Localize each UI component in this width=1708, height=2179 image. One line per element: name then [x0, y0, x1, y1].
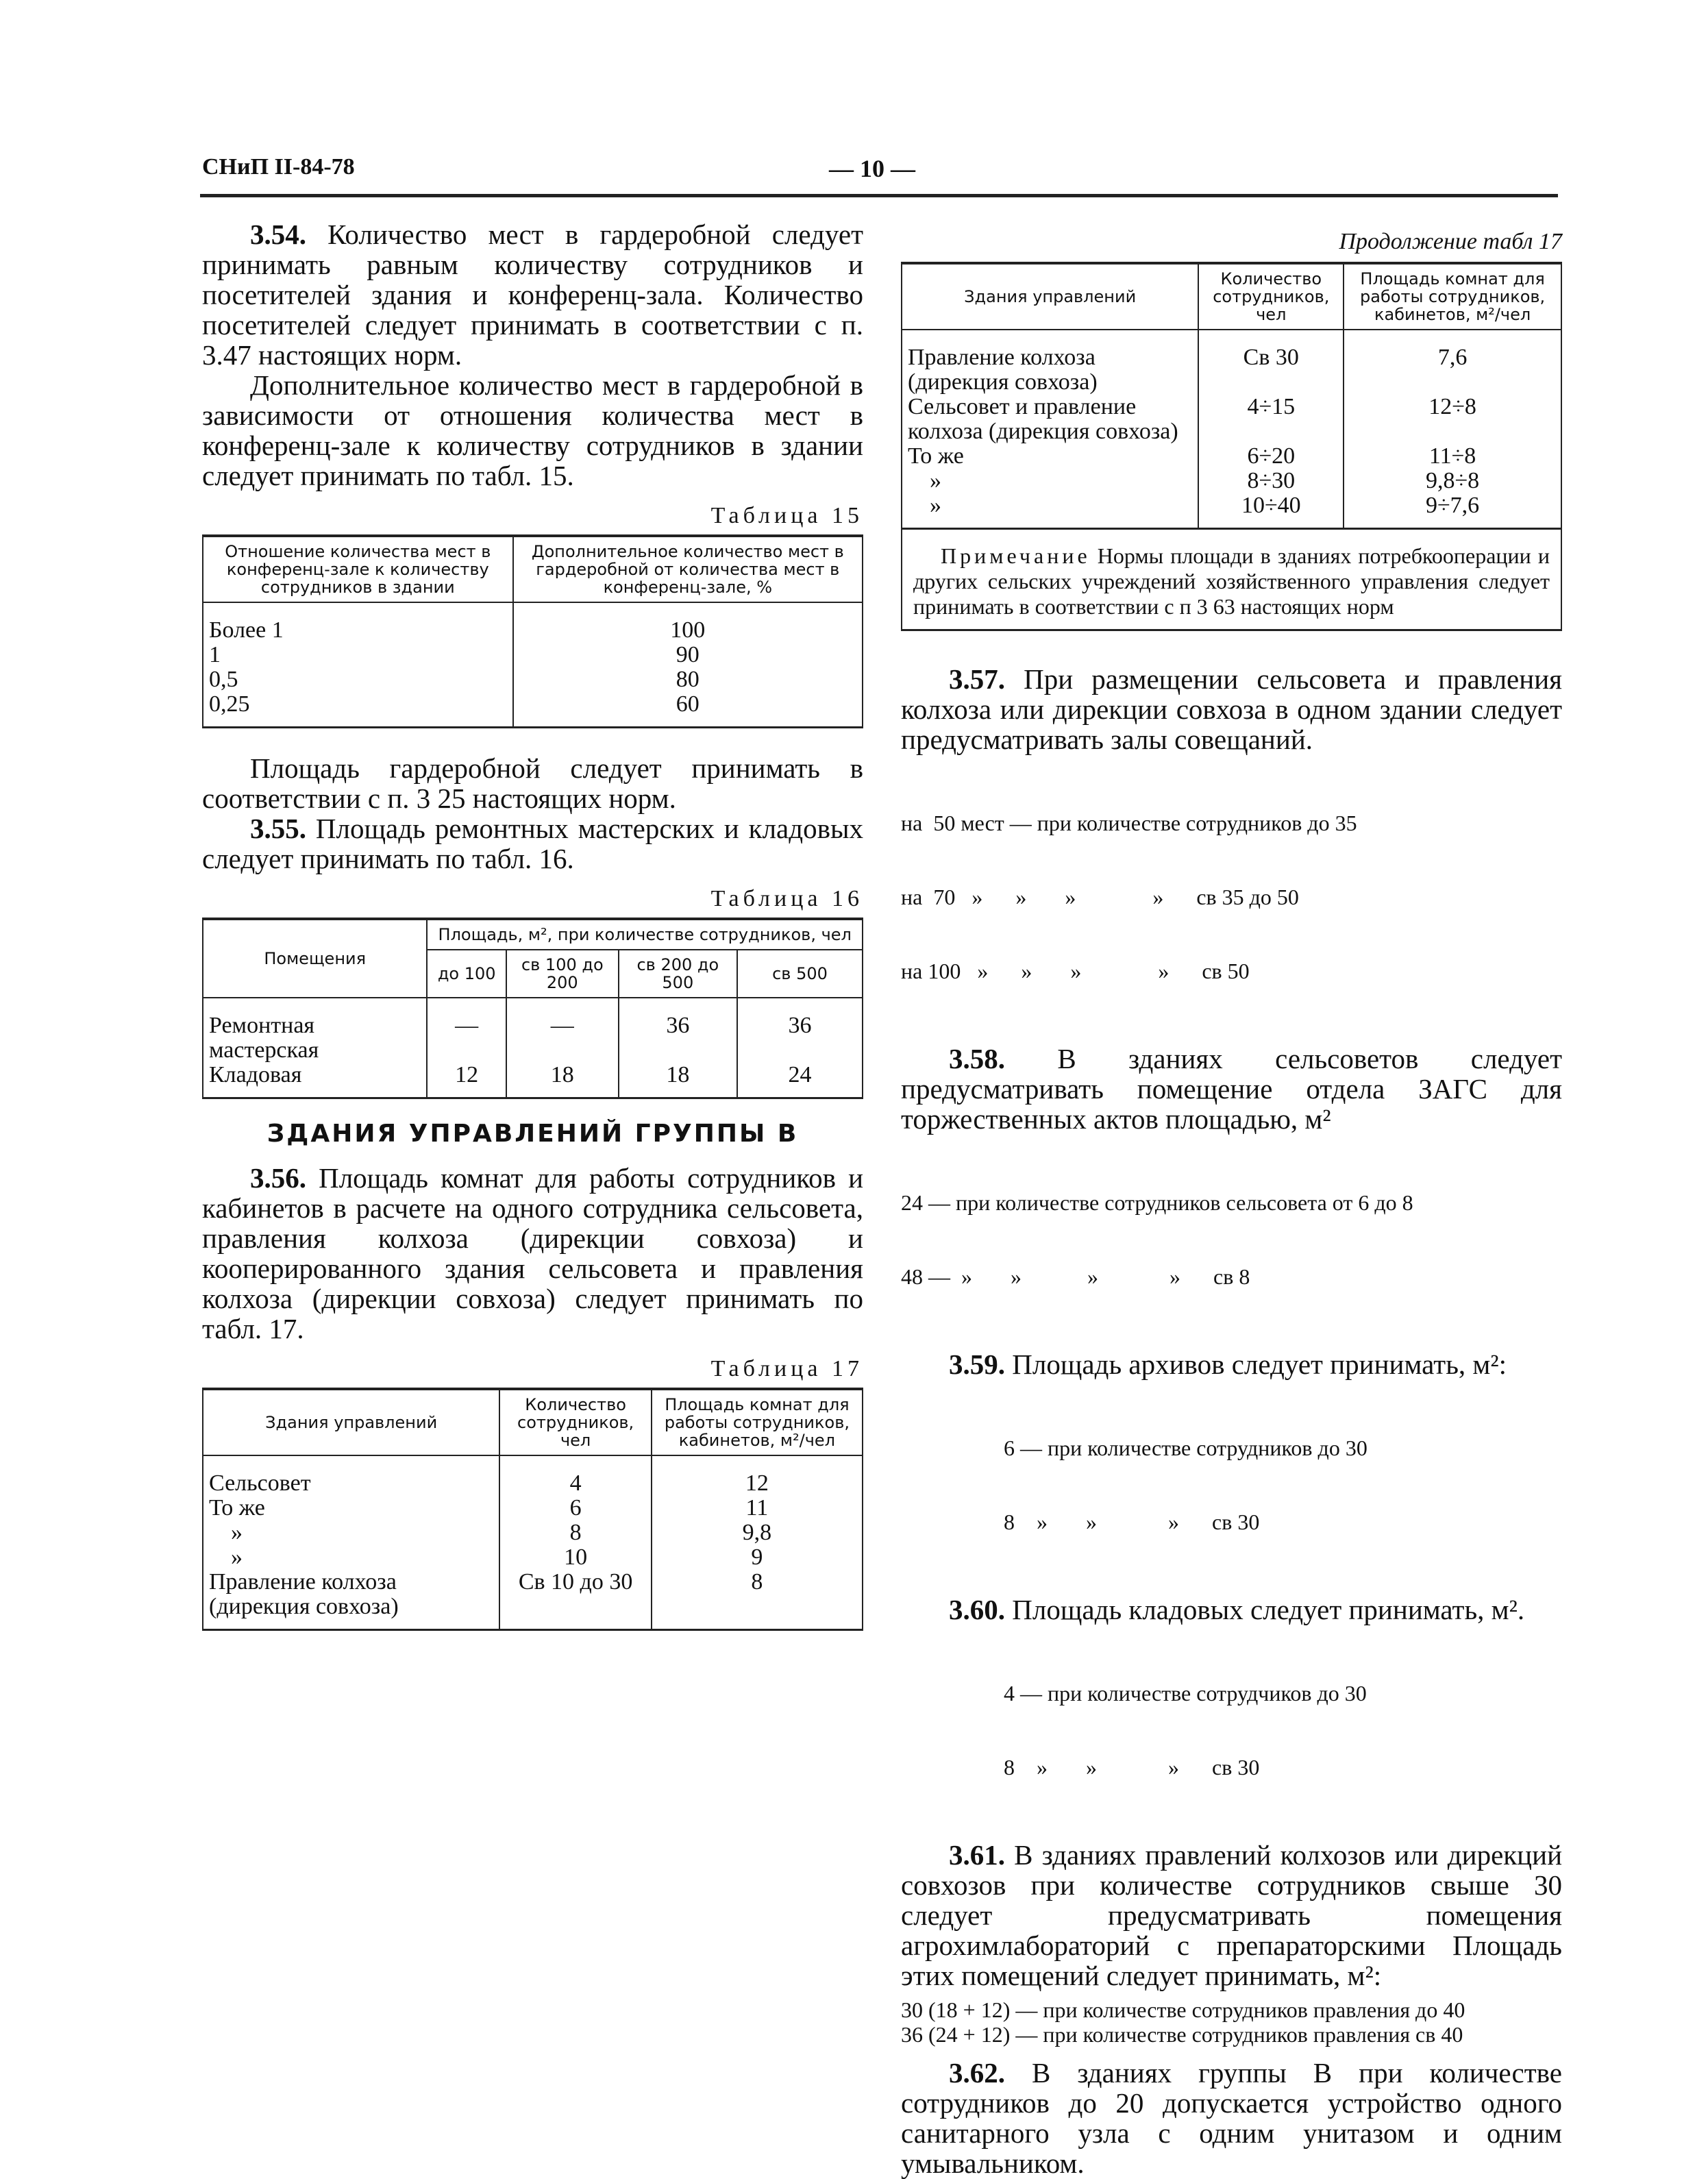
table-row	[203, 1496, 863, 1521]
table-15-caption: Таблица 15	[710, 503, 863, 528]
table-header: Площадь, м², при количестве сотрудников, чел	[427, 919, 863, 950]
list-item: 6 — при количестве сотрудников до 30	[1004, 1436, 1367, 1460]
table-17-continued	[901, 262, 1562, 530]
list-item: 4 — при количестве сотрудчиков до 30	[1004, 1681, 1367, 1706]
list-item: на 70 » » » » св 35 до 50	[901, 885, 1299, 909]
paragraph-3-54-continued	[202, 370, 863, 491]
note-text: Нормы площади в зданиях потребкооперации и других сельских учреждений хозяйственного управления следует принимать в соответствии с п 3 63 настоящих норм	[913, 543, 1550, 619]
table-cell: 12	[427, 1063, 506, 1098]
table-cell: 9	[652, 1545, 863, 1570]
table-cell: 7,6	[1344, 330, 1561, 395]
table-cell: 9,8	[652, 1521, 863, 1545]
list-item: 8 » » » св 30	[1004, 1510, 1260, 1534]
table-cell: 9÷7,6	[1344, 493, 1561, 529]
paragraph-number: 3.56.	[250, 1162, 306, 1194]
paragraph-3-56	[202, 1163, 863, 1344]
table-cell: »	[902, 493, 1198, 529]
table-16	[202, 918, 863, 1099]
paragraph-text: В зданиях сельсоветов следует предусматривать помещение отдела ЗАГС для торжественных актов площадью, м²	[901, 1043, 1563, 1135]
paragraph-3-61	[901, 1840, 1562, 1991]
table-row	[203, 692, 863, 728]
table-cell: 0,25	[203, 692, 513, 728]
list-item: на 100 » » » » св 50	[901, 959, 1250, 983]
table-cell: »	[902, 469, 1198, 493]
table-cell: Сельсовет и правление колхоза (дирекция совхоза)	[902, 395, 1198, 444]
table-cell: 10÷40	[1198, 493, 1344, 529]
paragraph-3-57	[901, 664, 1562, 754]
header-rule	[200, 194, 1558, 197]
table-row	[902, 330, 1561, 395]
list-3-61	[901, 1997, 1562, 2047]
table-header: Количество сотрудников, чел	[1198, 263, 1344, 330]
table-header: Дополнительное количество мест в гардеробной от количества мест в конференц-зале, %	[513, 536, 863, 602]
table-cell: Правление колхоза (дирекция совхоза)	[203, 1570, 499, 1630]
table-cell: 8÷30	[1198, 469, 1344, 493]
table-cell: То же	[203, 1496, 499, 1521]
table-17-caption: Таблица 17	[710, 1356, 863, 1381]
table-note	[901, 530, 1562, 631]
paragraph-3-60	[901, 1595, 1562, 1625]
table-cell: Правление колхоза (дирекция совхоза)	[902, 330, 1198, 395]
table-cell: Кладовая	[203, 1063, 427, 1098]
table-cell: »	[203, 1545, 499, 1570]
table-row	[203, 998, 863, 1063]
table-cell: Более 1	[203, 602, 513, 643]
paragraph-number: 3.59.	[949, 1349, 1005, 1380]
table-row	[203, 1063, 863, 1098]
table-cell: 1	[203, 643, 513, 667]
table-row	[203, 602, 863, 643]
table-header: Здания управлений	[203, 1389, 499, 1455]
table-cell: »	[203, 1521, 499, 1545]
list-item: 8 » » » св 30	[1004, 1755, 1260, 1780]
table-cell: 11÷8	[1344, 444, 1561, 469]
table-cell: 11	[652, 1496, 863, 1521]
table-header: Помещения	[203, 919, 427, 998]
list-3-60	[901, 1632, 1562, 1829]
table-cell: 4	[499, 1455, 651, 1496]
table-17-continued-caption: Продолжение табл 17	[1339, 229, 1562, 254]
table-cell: 24	[737, 1063, 863, 1098]
table-cell: Св 30	[1198, 330, 1344, 395]
table-row	[902, 493, 1561, 529]
page-number: — 10 —	[829, 155, 915, 182]
paragraph-number: 3.58.	[949, 1043, 1005, 1074]
paragraph-text: Площадь комнат для работы сотрудников и кабинетов в расчете на одного сотрудника сельсовета, правления колхоза (дирекции совхоза) и кооперированного здания сельсовета и правления колхоза (дирекции совхоза) следует принимать по табл. 17.	[202, 1162, 864, 1344]
table-header: св 500	[737, 950, 863, 998]
table-header: Количество сотрудников, чел	[499, 1389, 651, 1455]
table-cell: 8	[652, 1570, 863, 1630]
table-row	[902, 469, 1561, 493]
table-row	[203, 1455, 863, 1496]
list-3-58	[901, 1141, 1562, 1338]
table-row	[203, 1545, 863, 1570]
list-item: 48 — » » » » св 8	[901, 1264, 1250, 1289]
paragraph-text: При размещении сельсовета и правления колхоза или дирекции совхоза в одном здании следует предусматривать залы совещаний.	[901, 663, 1562, 755]
table-cell: 10	[499, 1545, 651, 1570]
table-15	[202, 534, 863, 728]
table-cell: 6÷20	[1198, 444, 1344, 469]
paragraph-number: 3.55.	[250, 813, 306, 844]
paragraph-number: 3.54.	[250, 219, 306, 250]
paragraph-3-58	[901, 1044, 1562, 1134]
table-cell: 18	[506, 1063, 619, 1098]
table-cell: 100	[513, 602, 863, 643]
list-item: 30 (18 + 12) — при количестве сотрудников правления до 40	[901, 1997, 1465, 2022]
table-row	[203, 1570, 863, 1630]
table-header: Отношение количества мест в конференц-зале к количеству сотрудников в здании	[203, 536, 513, 602]
paragraph-3-62	[901, 2058, 1562, 2178]
table-cell: Сельсовет	[203, 1455, 499, 1496]
list-item: на 50 мест — при количестве сотрудников до 35	[901, 811, 1357, 835]
table-header: св 200 до 500	[619, 950, 737, 998]
table-header: св 100 до 200	[506, 950, 619, 998]
paragraph-3-59	[901, 1349, 1562, 1379]
list-3-57	[901, 761, 1562, 1033]
table-cell: 18	[619, 1063, 737, 1098]
table-16-caption: Таблица 16	[710, 886, 863, 911]
table-cell: 8	[499, 1521, 651, 1545]
document-code: СНиП II-84-78	[202, 154, 355, 180]
section-heading: ЗДАНИЯ УПРАВЛЕНИЙ ГРУППЫ В	[267, 1120, 799, 1148]
table-row	[203, 1521, 863, 1545]
table-cell: 60	[513, 692, 863, 728]
paragraph-text: В зданиях группы В при количестве сотрудников до 20 допускается устройство одного санитарного узла с одним унитазом и одним умывальником.	[901, 2057, 1562, 2179]
table-cell: То же	[902, 444, 1198, 469]
table-header: Здания управлений	[902, 263, 1198, 330]
table-cell: 90	[513, 643, 863, 667]
paragraph-3-54	[202, 219, 863, 370]
paragraph-text: Дополнительное количество мест в гардеробной в зависимости от отношения количества мест в конференц-зале к количеству сотрудников в здании следует принимать по табл. 15.	[202, 369, 863, 491]
table-cell: 9,8÷8	[1344, 469, 1561, 493]
table-cell: 0,5	[203, 667, 513, 692]
table-cell: Св 10 до 30	[499, 1570, 651, 1630]
table-cell: —	[427, 998, 506, 1063]
table-header: Площадь комнат для работы сотрудников, кабинетов, м²/чел	[1344, 263, 1561, 330]
paragraph-number: 3.60.	[949, 1594, 1005, 1625]
paragraph-text: Площадь ремонтных мастерских и кладовых следует принимать по табл. 16.	[202, 813, 864, 874]
paragraph-3-54-end	[202, 753, 863, 813]
list-item: 36 (24 + 12) — при количестве сотрудников правления св 40	[901, 2022, 1463, 2047]
table-row	[203, 667, 863, 692]
paragraph-number: 3.57.	[949, 663, 1005, 695]
table-cell: 6	[499, 1496, 651, 1521]
left-column	[202, 219, 863, 1631]
paragraph-number: 3.61.	[949, 1839, 1005, 1871]
table-row	[902, 444, 1561, 469]
table-cell: 36	[737, 998, 863, 1063]
table-cell: —	[506, 998, 619, 1063]
paragraph-text: В зданиях правлений колхозов или дирекций совхозов при количестве сотрудников свыше 30 следует предусматривать помещения агрохимлабораторий с препараторскими Площадь этих помещений следует принимать, м²:	[901, 1839, 1563, 1991]
paragraph-text: Количество мест в гардеробной следует принимать равным количеству сотрудников и посетителей здания и конференц-зала. Количество посетителей следует принимать в соответствии с п. 3.47 настоящих норм.	[202, 219, 863, 371]
table-header: до 100	[427, 950, 506, 998]
table-row	[902, 395, 1561, 444]
paragraph-number: 3.62.	[949, 2057, 1005, 2089]
table-cell: 80	[513, 667, 863, 692]
table-cell: 12	[652, 1455, 863, 1496]
paragraph-text: Площадь кладовых следует принимать, м².	[1012, 1594, 1525, 1625]
list-3-59	[901, 1386, 1562, 1584]
table-cell: 4÷15	[1198, 395, 1344, 444]
table-cell: 36	[619, 998, 737, 1063]
table-header: Площадь комнат для работы сотрудников, кабинетов, м²/чел	[652, 1389, 863, 1455]
paragraph-text: Площадь архивов следует принимать, м²:	[1012, 1349, 1507, 1380]
paragraph-text: Площадь гардеробной следует принимать в соответствии с п. 3 25 настоящих норм.	[202, 752, 863, 814]
table-row	[203, 643, 863, 667]
table-cell: 12÷8	[1344, 395, 1561, 444]
list-item: 24 — при количестве сотрудников сельсовета от 6 до 8	[901, 1190, 1413, 1215]
note-label: Примечание	[941, 543, 1091, 568]
paragraph-3-55	[202, 813, 863, 874]
right-column	[901, 219, 1562, 2178]
table-17	[202, 1388, 863, 1631]
table-cell: Ремонтная мастерская	[203, 998, 427, 1063]
